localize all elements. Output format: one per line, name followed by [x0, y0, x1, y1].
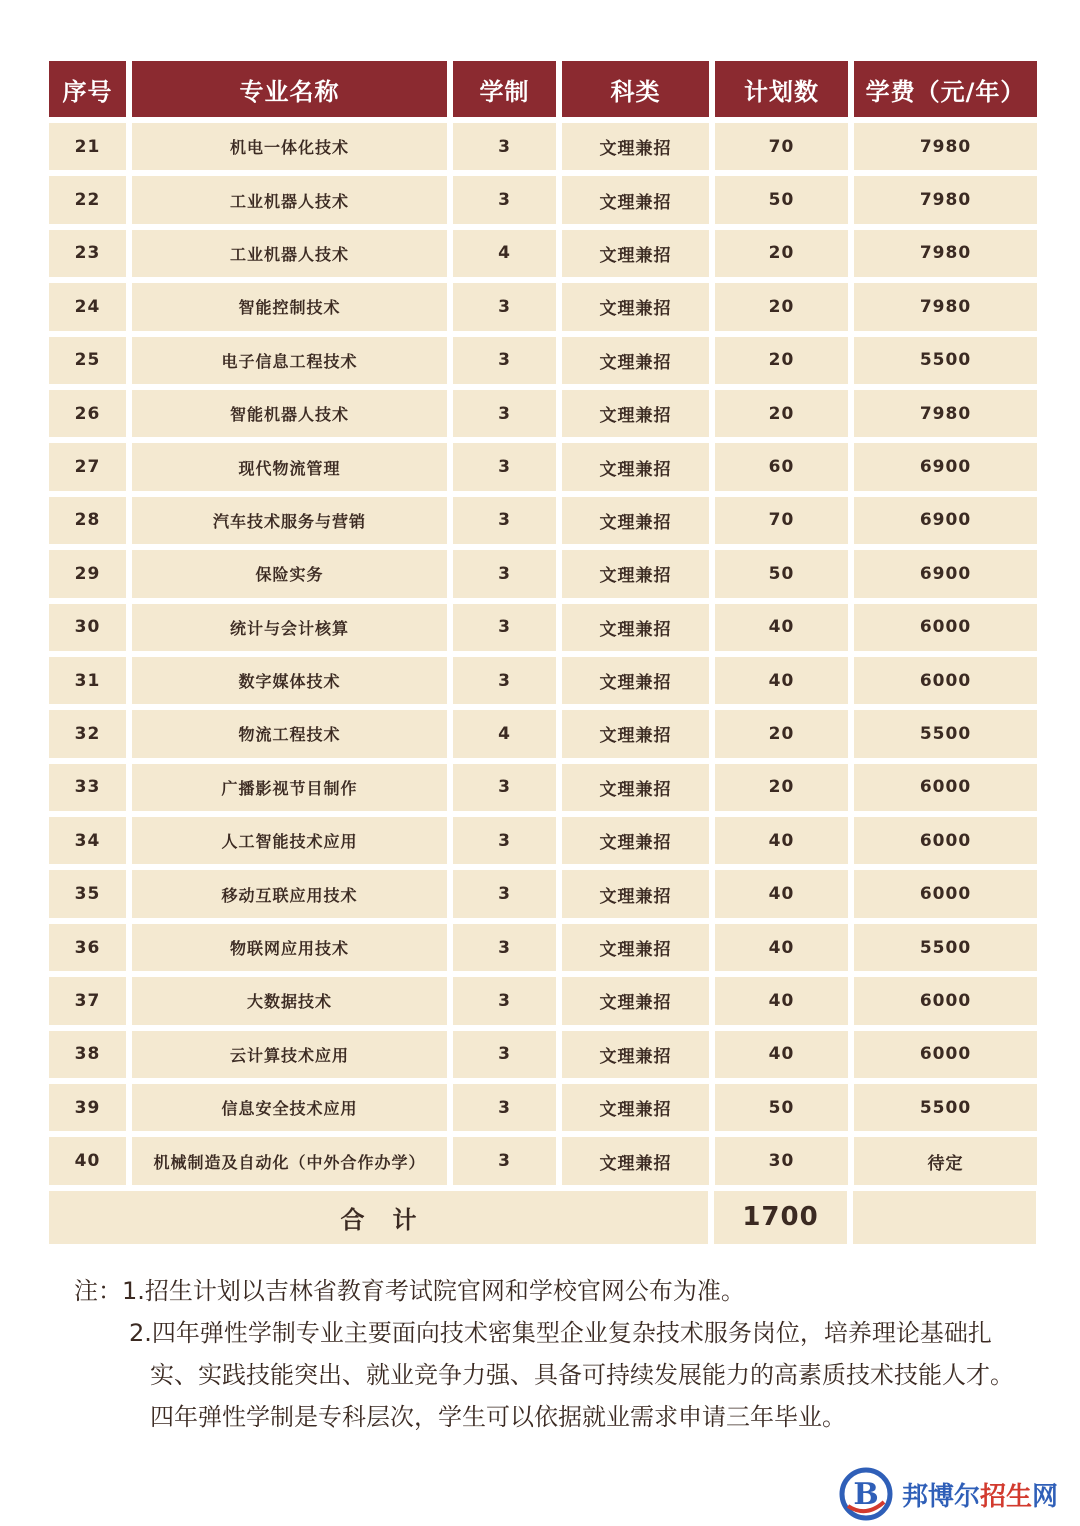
cell-plan-count: 40 [715, 1031, 848, 1078]
cell-index: 28 [49, 497, 126, 544]
cell-major-name: 智能机器人技术 [132, 390, 447, 437]
cell-index: 38 [49, 1031, 126, 1078]
cell-category: 文理兼招 [562, 1031, 709, 1078]
cell-tuition: 6000 [854, 604, 1037, 651]
cell-plan-count: 40 [715, 604, 848, 651]
header-plan-count: 计划数 [715, 61, 848, 117]
table-row [49, 1084, 1031, 1131]
table-row [49, 710, 1031, 757]
cell-duration: 3 [453, 497, 556, 544]
header-duration: 学制 [453, 61, 556, 117]
cell-category: 文理兼招 [562, 604, 709, 651]
table-row [49, 764, 1031, 811]
note-1: 1.招生计划以吉林省教育考试院官网和学校官网公布为准。 [122, 1277, 745, 1305]
header-index: 序号 [49, 61, 126, 117]
cell-plan-count: 20 [715, 337, 848, 384]
site-watermark [838, 1466, 1078, 1522]
table-row [49, 604, 1031, 651]
cell-index: 30 [49, 604, 126, 651]
cell-category: 文理兼招 [562, 230, 709, 277]
cell-major-name: 工业机器人技术 [132, 176, 447, 223]
table-row [49, 870, 1031, 917]
cell-plan-count: 40 [715, 977, 848, 1024]
table-row [49, 977, 1031, 1024]
cell-tuition: 6000 [854, 657, 1037, 704]
cell-duration: 3 [453, 176, 556, 223]
cell-tuition: 待定 [854, 1137, 1037, 1184]
cell-duration: 4 [453, 710, 556, 757]
cell-category: 文理兼招 [562, 283, 709, 330]
table-row [49, 1137, 1031, 1184]
cell-index: 25 [49, 337, 126, 384]
cell-plan-count: 20 [715, 710, 848, 757]
cell-index: 36 [49, 924, 126, 971]
table-row [49, 283, 1031, 330]
cell-plan-count: 50 [715, 550, 848, 597]
cell-duration: 4 [453, 230, 556, 277]
cell-tuition: 6000 [854, 977, 1037, 1024]
cell-major-name: 机械制造及自动化（中外合作办学） [132, 1137, 447, 1184]
cell-tuition: 6000 [854, 1031, 1037, 1078]
cell-tuition: 7980 [854, 283, 1037, 330]
table-row [49, 1031, 1031, 1078]
table-row [49, 817, 1031, 864]
cell-plan-count: 70 [715, 123, 848, 170]
note-2: 2.四年弹性学制专业主要面向技术密集型企业复杂技术服务岗位，培养理论基础扎实、实践技能突出、就业竞争力强、具备可持续发展能力的高素质技术技能人才。四年弹性学制是专科层次，学生可以依据就业需求申请三年毕业。 [129, 1319, 1014, 1431]
cell-tuition: 5500 [854, 337, 1037, 384]
header-category: 科类 [562, 61, 709, 117]
cell-major-name: 大数据技术 [132, 977, 447, 1024]
cell-category: 文理兼招 [562, 123, 709, 170]
cell-index: 39 [49, 1084, 126, 1131]
total-plan-count: 1700 [714, 1191, 847, 1244]
cell-major-name: 物流工程技术 [132, 710, 447, 757]
cell-index: 29 [49, 550, 126, 597]
cell-category: 文理兼招 [562, 924, 709, 971]
cell-category: 文理兼招 [562, 443, 709, 490]
cell-duration: 3 [453, 123, 556, 170]
cell-major-name: 广播影视节目制作 [132, 764, 447, 811]
admission-plan-table [49, 61, 1031, 1244]
cell-major-name: 物联网应用技术 [132, 924, 447, 971]
notes-prefix: 注： [74, 1277, 122, 1305]
cell-duration: 3 [453, 604, 556, 651]
cell-plan-count: 20 [715, 764, 848, 811]
cell-plan-count: 40 [715, 817, 848, 864]
cell-category: 文理兼招 [562, 977, 709, 1024]
table-header-row [49, 61, 1031, 117]
cell-index: 34 [49, 817, 126, 864]
cell-tuition: 5500 [854, 1084, 1037, 1131]
table-row [49, 123, 1031, 170]
cell-index: 31 [49, 657, 126, 704]
cell-duration: 3 [453, 817, 556, 864]
cell-duration: 3 [453, 337, 556, 384]
cell-tuition: 7980 [854, 390, 1037, 437]
table-row [49, 230, 1031, 277]
cell-duration: 3 [453, 657, 556, 704]
cell-major-name: 数字媒体技术 [132, 657, 447, 704]
bangboer-logo-icon [838, 1466, 894, 1522]
watermark-text-tail: 网 [1032, 1481, 1059, 1512]
cell-duration: 3 [453, 924, 556, 971]
cell-plan-count: 50 [715, 1084, 848, 1131]
cell-category: 文理兼招 [562, 1084, 709, 1131]
cell-major-name: 机电一体化技术 [132, 123, 447, 170]
cell-tuition: 6900 [854, 443, 1037, 490]
cell-plan-count: 20 [715, 230, 848, 277]
cell-tuition: 7980 [854, 176, 1037, 223]
cell-duration: 3 [453, 283, 556, 330]
cell-major-name: 保险实务 [132, 550, 447, 597]
cell-tuition: 7980 [854, 123, 1037, 170]
cell-major-name: 移动互联应用技术 [132, 870, 447, 917]
cell-plan-count: 40 [715, 657, 848, 704]
cell-category: 文理兼招 [562, 550, 709, 597]
cell-duration: 3 [453, 870, 556, 917]
table-row [49, 657, 1031, 704]
cell-tuition: 6900 [854, 550, 1037, 597]
cell-duration: 3 [453, 977, 556, 1024]
cell-duration: 3 [453, 1031, 556, 1078]
cell-tuition: 6000 [854, 817, 1037, 864]
cell-tuition: 5500 [854, 924, 1037, 971]
total-label: 合计 [49, 1191, 708, 1244]
cell-category: 文理兼招 [562, 390, 709, 437]
cell-category: 文理兼招 [562, 764, 709, 811]
cell-plan-count: 20 [715, 283, 848, 330]
cell-major-name: 汽车技术服务与营销 [132, 497, 447, 544]
cell-plan-count: 70 [715, 497, 848, 544]
cell-plan-count: 60 [715, 443, 848, 490]
cell-duration: 3 [453, 1137, 556, 1184]
cell-index: 40 [49, 1137, 126, 1184]
cell-index: 21 [49, 123, 126, 170]
cell-plan-count: 50 [715, 176, 848, 223]
cell-tuition: 6900 [854, 497, 1037, 544]
cell-category: 文理兼招 [562, 870, 709, 917]
cell-tuition: 5500 [854, 710, 1037, 757]
cell-plan-count: 30 [715, 1137, 848, 1184]
table-total-row [49, 1191, 1031, 1244]
table-row [49, 176, 1031, 223]
cell-duration: 3 [453, 443, 556, 490]
cell-major-name: 智能控制技术 [132, 283, 447, 330]
watermark-text-main: 邦博尔 [902, 1481, 981, 1512]
cell-tuition: 7980 [854, 230, 1037, 277]
cell-category: 文理兼招 [562, 710, 709, 757]
cell-major-name: 云计算技术应用 [132, 1031, 447, 1078]
cell-duration: 3 [453, 1084, 556, 1131]
cell-index: 33 [49, 764, 126, 811]
table-row [49, 337, 1031, 384]
cell-duration: 3 [453, 764, 556, 811]
cell-index: 37 [49, 977, 126, 1024]
cell-plan-count: 40 [715, 870, 848, 917]
cell-index: 22 [49, 176, 126, 223]
header-tuition: 学费（元/年） [854, 61, 1037, 117]
cell-index: 27 [49, 443, 126, 490]
watermark-text-accent: 招生 [980, 1481, 1033, 1512]
cell-duration: 3 [453, 550, 556, 597]
table-row [49, 390, 1031, 437]
cell-category: 文理兼招 [562, 497, 709, 544]
cell-index: 26 [49, 390, 126, 437]
cell-category: 文理兼招 [562, 657, 709, 704]
cell-index: 24 [49, 283, 126, 330]
table-row [49, 443, 1031, 490]
cell-category: 文理兼招 [562, 176, 709, 223]
cell-major-name: 工业机器人技术 [132, 230, 447, 277]
notes-section [74, 1270, 1024, 1438]
cell-category: 文理兼招 [562, 337, 709, 384]
watermark-text [902, 1476, 1058, 1513]
cell-tuition: 6000 [854, 870, 1037, 917]
logo-letter: B [853, 1477, 879, 1512]
cell-major-name: 统计与会计核算 [132, 604, 447, 651]
cell-category: 文理兼招 [562, 1137, 709, 1184]
cell-major-name: 信息安全技术应用 [132, 1084, 447, 1131]
header-major-name: 专业名称 [132, 61, 447, 117]
cell-index: 23 [49, 230, 126, 277]
cell-major-name: 人工智能技术应用 [132, 817, 447, 864]
cell-index: 35 [49, 870, 126, 917]
cell-major-name: 电子信息工程技术 [132, 337, 447, 384]
cell-index: 32 [49, 710, 126, 757]
table-row [49, 550, 1031, 597]
total-tuition [853, 1191, 1036, 1244]
cell-major-name: 现代物流管理 [132, 443, 447, 490]
cell-tuition: 6000 [854, 764, 1037, 811]
cell-plan-count: 20 [715, 390, 848, 437]
table-row [49, 924, 1031, 971]
cell-plan-count: 40 [715, 924, 848, 971]
table-row [49, 497, 1031, 544]
cell-duration: 3 [453, 390, 556, 437]
cell-category: 文理兼招 [562, 817, 709, 864]
